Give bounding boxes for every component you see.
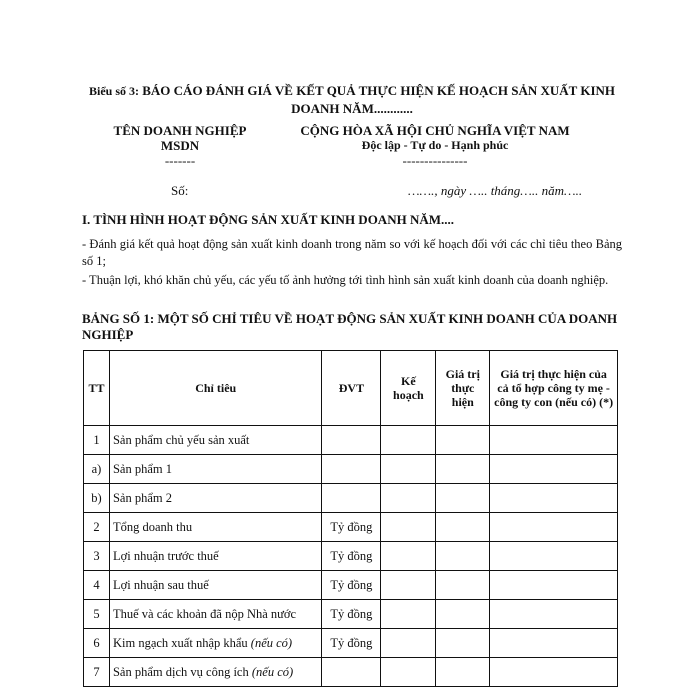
form-label: Biểu số 3: — [88, 84, 139, 98]
row-indicator — [109, 629, 321, 658]
national-divider: --------------- — [402, 153, 468, 168]
row-indicator-note: (nếu có) — [251, 664, 294, 679]
section-1-paragraph-1: - Đánh giá kết quả hoạt động sản xuất kinh doanh trong năm so với kế hoạch đối với các chỉ tiêu theo Bảng số 1; — [82, 237, 622, 268]
document-number-label: Số: — [171, 183, 189, 198]
row-group-cell[interactable] — [490, 658, 618, 687]
national-name: CỘNG HÒA XÃ HỘI CHỦ NGHĨA VIỆT NAM — [300, 123, 570, 138]
row-plan-cell[interactable] — [381, 629, 436, 658]
row-actual-cell[interactable] — [436, 658, 490, 687]
row-indicator-note: (nếu có) — [250, 635, 293, 650]
row-indicator — [109, 484, 321, 513]
row-group-cell[interactable] — [490, 455, 618, 484]
row-indicator-name: Tổng doanh thu — [112, 519, 193, 534]
table-row — [84, 484, 618, 513]
header-group-value: Giá trị thực hiện của cả tổ hợp công ty mẹ - công ty con (nếu có) (*) — [490, 351, 618, 426]
table-row — [84, 513, 618, 542]
row-plan-cell[interactable] — [381, 600, 436, 629]
row-plan-cell[interactable] — [381, 542, 436, 571]
table-row — [84, 455, 618, 484]
row-plan-cell[interactable] — [381, 484, 436, 513]
row-actual-cell[interactable] — [436, 426, 490, 455]
row-group-cell[interactable] — [490, 513, 618, 542]
row-indicator-name: Sản phẩm chủ yếu sản xuất — [112, 432, 250, 447]
row-indicator-name: Sản phẩm 2 — [112, 490, 173, 505]
table-row — [84, 658, 618, 687]
table-header-row — [84, 351, 618, 426]
row-unit — [322, 455, 381, 484]
row-indicator — [109, 571, 321, 600]
section-1-title: I. TÌNH HÌNH HOẠT ĐỘNG SẢN XUẤT KINH DOANH NĂM.... — [82, 212, 454, 227]
table-1-title: BẢNG SỐ 1: MỘT SỐ CHỈ TIÊU VỀ HOẠT ĐỘNG SẢN XUẤT KINH DOANH CỦA DOANH NGHIỆP — [82, 311, 618, 342]
row-unit — [322, 484, 381, 513]
row-actual-cell[interactable] — [436, 542, 490, 571]
company-header — [80, 123, 280, 168]
section-1-paragraph-2: - Thuận lợi, khó khăn chủ yếu, các yếu tố ảnh hưởng tới tình hình sản xuất kinh doanh của doanh nghiệp. — [82, 273, 609, 287]
row-number: 2 — [84, 513, 110, 542]
row-plan-cell[interactable] — [381, 455, 436, 484]
row-indicator — [109, 600, 321, 629]
row-number: b) — [84, 484, 110, 513]
company-tax-code: MSDN — [160, 138, 200, 153]
row-plan-cell[interactable] — [381, 426, 436, 455]
header-unit: ĐVT — [322, 351, 381, 426]
table-row — [84, 571, 618, 600]
row-unit: Tỷ đồng — [322, 629, 381, 658]
row-indicator-name: Sản phẩm dịch vụ công ích — [112, 664, 252, 679]
national-header — [270, 123, 600, 168]
header-tt: TT — [84, 351, 110, 426]
row-indicator — [109, 513, 321, 542]
row-unit — [322, 426, 381, 455]
row-group-cell[interactable] — [490, 600, 618, 629]
table-row — [84, 629, 618, 658]
row-unit: Tỷ đồng — [322, 571, 381, 600]
row-indicator-name: Lợi nhuận sau thuế — [112, 577, 209, 592]
row-actual-cell[interactable] — [436, 455, 490, 484]
row-group-cell[interactable] — [490, 571, 618, 600]
row-unit: Tỷ đồng — [322, 600, 381, 629]
row-unit: Tỷ đồng — [322, 542, 381, 571]
row-number: 5 — [84, 600, 110, 629]
row-indicator-name: Kim ngạch xuất nhập khẩu — [112, 635, 251, 650]
row-indicator — [109, 658, 321, 687]
table-row — [84, 426, 618, 455]
table-row — [84, 542, 618, 571]
row-unit: Tỷ đồng — [322, 513, 381, 542]
row-group-cell[interactable] — [490, 629, 618, 658]
form-title — [82, 82, 622, 117]
row-number: 7 — [84, 658, 110, 687]
row-unit — [322, 658, 381, 687]
row-group-cell[interactable] — [490, 426, 618, 455]
national-motto: Độc lập - Tự do - Hạnh phúc — [361, 138, 509, 152]
header-actual: Giá trị thực hiện — [436, 351, 490, 426]
company-name: TÊN DOANH NGHIỆP — [113, 123, 247, 138]
row-actual-cell[interactable] — [436, 600, 490, 629]
row-actual-cell[interactable] — [436, 571, 490, 600]
header-plan: Kế hoạch — [381, 351, 436, 426]
row-plan-cell[interactable] — [381, 513, 436, 542]
row-number: 6 — [84, 629, 110, 658]
row-number: 1 — [84, 426, 110, 455]
row-indicator — [109, 426, 321, 455]
header-indicator: Chỉ tiêu — [109, 351, 321, 426]
table-row — [84, 600, 618, 629]
row-number: a) — [84, 455, 110, 484]
row-plan-cell[interactable] — [381, 658, 436, 687]
row-actual-cell[interactable] — [436, 629, 490, 658]
indicators-table — [83, 350, 618, 687]
form-title-text: BÁO CÁO ĐÁNH GIÁ VỀ KẾT QUẢ THỰC HIỆN KẾ HOẠCH SẢN XUẤT KINH DOANH NĂM............ — [142, 83, 616, 116]
row-group-cell[interactable] — [490, 484, 618, 513]
row-indicator-name: Thuế và các khoản đã nộp Nhà nước — [112, 606, 297, 621]
row-number: 4 — [84, 571, 110, 600]
row-indicator-name: Lợi nhuận trước thuế — [112, 548, 219, 563]
row-indicator — [109, 542, 321, 571]
row-plan-cell[interactable] — [381, 571, 436, 600]
row-group-cell[interactable] — [490, 542, 618, 571]
row-indicator — [109, 455, 321, 484]
row-number: 3 — [84, 542, 110, 571]
row-indicator-name: Sản phẩm 1 — [112, 461, 173, 476]
company-divider: ------- — [164, 153, 196, 168]
row-actual-cell[interactable] — [436, 513, 490, 542]
document-date-line: ……., ngày ….. tháng….. năm….. — [408, 183, 583, 198]
row-actual-cell[interactable] — [436, 484, 490, 513]
